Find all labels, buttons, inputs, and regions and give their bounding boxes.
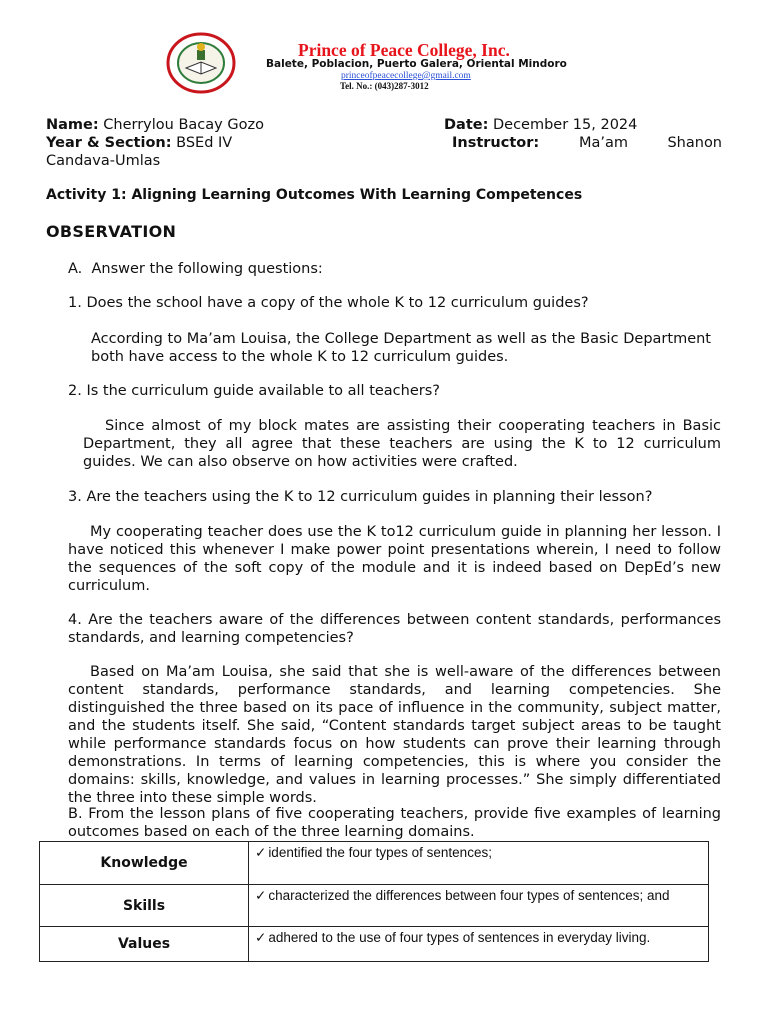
instructor-name-part1: Ma’am: [579, 135, 629, 151]
college-email-link[interactable]: princeofpeacecollege@gmail.com: [341, 71, 471, 81]
checkmark-icon: ✓: [255, 888, 267, 903]
table-row: [40, 927, 709, 962]
name-label: Name:: [46, 117, 99, 133]
instructor-name-part2: Shanon: [667, 135, 722, 151]
domain-values-label: Values: [40, 927, 249, 962]
domain-skills-label: Skills: [40, 885, 249, 927]
instructor-name-continued: Candava-Umlas: [46, 153, 161, 169]
values-outcome: adhered to the use of four types of sentences in everyday living.: [268, 930, 651, 945]
student-name: Cherrylou Bacay Gozo: [103, 117, 264, 133]
section-row: [46, 134, 232, 152]
answer-1: According to Ma’am Louisa, the College Department as well as the Basic Department both have access to the whole K to 12 curriculum guides.: [91, 331, 711, 365]
section-heading: OBSERVATION: [46, 222, 177, 241]
instructor-row: [452, 134, 722, 152]
answer-3: My cooperating teacher does use the K to12 curriculum guide in planning her lesson. I have noticed this whenever I make power point presentations wherein, I need to follow the sequences of the soft copy of the module and it is indeed based on DepEd’s new curriculum.: [68, 524, 721, 594]
table-row: [40, 885, 709, 927]
table-row: [40, 842, 709, 885]
learning-domains-table: [39, 841, 709, 962]
skills-outcome-cell: [249, 885, 709, 927]
instructor-label: Instructor:: [452, 135, 540, 151]
knowledge-outcome-cell: [249, 842, 709, 885]
part-a-instruction: A. Answer the following questions:: [68, 261, 323, 277]
student-name-row: [46, 116, 264, 134]
college-telephone: Tel. No.: (043)287-3012: [340, 81, 429, 91]
date-row: [444, 116, 637, 134]
checkmark-icon: ✓: [255, 930, 267, 945]
checkmark-icon: ✓: [255, 845, 267, 860]
answer-2: Since almost of my block mates are assisting their cooperating teachers in Basic Department, they all agree that these teachers are using the K to 12 curriculum guides. We can also observe on how activities were crafted.: [83, 418, 721, 470]
question-4: 4. Are the teachers aware of the differences between content standards, performances standards, and learning competencies?: [68, 612, 721, 646]
knowledge-outcome: identified the four types of sentences;: [268, 845, 492, 860]
question-1: 1. Does the school have a copy of the whole K to 12 curriculum guides?: [68, 295, 589, 311]
domain-knowledge-label: Knowledge: [40, 842, 249, 885]
section-value: BSEd IV: [176, 135, 233, 151]
section-label: Year & Section:: [46, 135, 172, 151]
values-outcome-cell: [249, 927, 709, 962]
answer-4: Based on Ma’am Louisa, she said that she is well-aware of the differences between content standards, performance standards, and learning competencies. She distinguished the three based on its pace of influence in the community, subject matter, and the students itself. She said, “Content standards target subject areas to be taught while performance standards focus on how students can prove their learning through demonstrations. In terms of learning competencies, this is where you consider the domains: skills, knowledge, and values in learning processes.” She simply differentiated the three into these simple words.: [68, 664, 721, 806]
question-2: 2. Is the curriculum guide available to all teachers?: [68, 383, 440, 399]
college-logo: [166, 32, 236, 94]
activity-title: Activity 1: Aligning Learning Outcomes With Learning Competences: [46, 187, 583, 203]
question-3: 3. Are the teachers using the K to 12 curriculum guides in planning their lesson?: [68, 489, 653, 505]
college-name: Prince of Peace College, Inc.: [298, 40, 510, 60]
college-address: Balete, Poblacion, Puerto Galera, Oriental Mindoro: [266, 58, 567, 70]
date-label: Date:: [444, 117, 489, 133]
skills-outcome: characterized the differences between four types of sentences; and: [268, 888, 670, 903]
date-value: December 15, 2024: [493, 117, 638, 133]
part-b-instruction: B. From the lesson plans of five cooperating teachers, provide five examples of learning outcomes based on each of the three learning domains.: [68, 806, 721, 840]
